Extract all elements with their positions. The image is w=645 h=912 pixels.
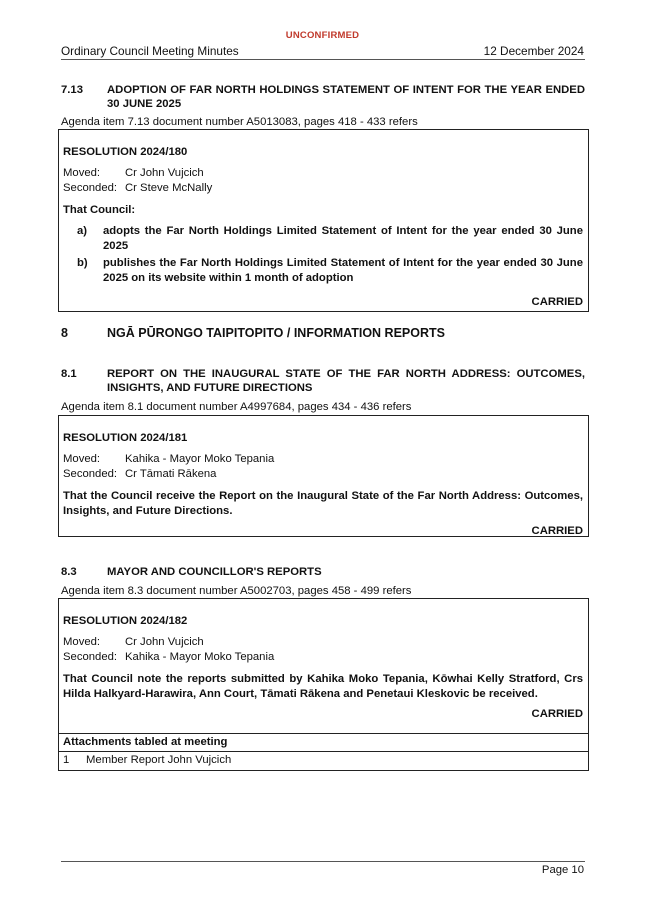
resolution-title: RESOLUTION 2024/181 — [63, 432, 188, 444]
clause-b — [63, 256, 583, 286]
clause-text: publishes the Far North Holdings Limited Statement of Intent for the year ended 30 June 2025 on its website within 1 month of adoption — [103, 256, 583, 284]
item-8-3-heading — [61, 565, 585, 579]
header-divider — [61, 59, 585, 60]
seconded-by: Cr Tāmati Rākena — [125, 467, 217, 480]
item-title: REPORT ON THE INAUGURAL STATE OF THE FAR NORTH ADDRESS: OUTCOMES, INSIGHTS, AND FUTURE DIRECTIONS — [107, 368, 585, 394]
agenda-reference: Agenda item 8.3 document number A5002703, pages 458 - 499 refers — [61, 585, 412, 597]
seconded-by: Kahika - Mayor Moko Tepania — [125, 650, 275, 663]
moved-by: Cr John Vujcich — [125, 167, 204, 179]
moved-by: Kahika - Mayor Moko Tepania — [125, 453, 275, 465]
carried-label: CARRIED — [531, 295, 583, 308]
seconded-label: Seconded: — [63, 650, 118, 663]
section-title: NGĀ PŪRONGO TAIPITOPITO / INFORMATION REPORTS — [107, 326, 445, 340]
item-number: 7.13 — [61, 84, 83, 96]
mover-block — [63, 635, 583, 664]
seconded-by: Cr Steve McNally — [125, 181, 213, 194]
resolution-title: RESOLUTION 2024/180 — [63, 146, 188, 158]
resolution-box-2024-181 — [58, 415, 589, 537]
page-number: Page 10 — [541, 864, 584, 876]
mover-block — [63, 452, 583, 481]
moved-by: Cr John Vujcich — [125, 636, 204, 648]
resolution-text: That the Council receive the Report on the Inaugural State of the Far North Address: Outcomes, Insights, and Future Directions. — [63, 490, 583, 517]
section-number: 8 — [61, 326, 68, 340]
moved-label: Moved: — [63, 636, 101, 648]
item-title: MAYOR AND COUNCILLOR'S REPORTS — [107, 566, 322, 578]
item-title: ADOPTION OF FAR NORTH HOLDINGS STATEMENT OF INTENT FOR THE YEAR ENDED 30 JUNE 2025 — [107, 84, 585, 110]
meeting-date: 12 December 2024 — [483, 44, 584, 58]
carried-label: CARRIED — [531, 525, 583, 537]
moved-label: Moved: — [63, 167, 101, 179]
attachments-divider — [59, 751, 588, 752]
carried-label: CARRIED — [531, 708, 583, 720]
footer-divider — [61, 861, 585, 862]
attachments-title: Attachments tabled at meeting — [63, 736, 228, 748]
attachment-text: Member Report John Vujcich — [86, 754, 232, 766]
seconded-label: Seconded: — [63, 181, 118, 194]
item-number: 8.1 — [61, 368, 77, 380]
resolution-box-2024-180 — [58, 129, 589, 312]
item-number: 8.3 — [61, 566, 77, 578]
clause-text: adopts the Far North Holdings Limited Statement of Intent for the year ended 30 June 2025 — [103, 224, 583, 252]
document-title: Ordinary Council Meeting Minutes — [61, 44, 239, 58]
attachment-item — [63, 754, 583, 770]
seconded-label: Seconded: — [63, 467, 118, 480]
item-7-13-heading — [61, 83, 585, 111]
attachments-box — [58, 734, 589, 771]
attachment-number: 1 — [63, 754, 70, 766]
clause-letter: a) — [77, 224, 88, 237]
resolution-text: That Council note the reports submitted by Kahika Moko Tepania, Kōwhai Kelly Stratford, Crs Hilda Halkyard-Harawira, Ann Court, Tāmati Rākena and Penetaui Kleskovic be received. — [63, 673, 583, 700]
item-8-1-heading — [61, 367, 585, 395]
unconfirmed-label: UNCONFIRMED — [285, 30, 360, 41]
clause-letter: b) — [77, 256, 88, 269]
moved-label: Moved: — [63, 453, 101, 465]
agenda-reference: Agenda item 8.1 document number A4997684, pages 434 - 436 refers — [61, 401, 412, 413]
clause-a — [63, 224, 583, 254]
section-8-heading — [61, 326, 585, 340]
resolution-clauses — [63, 224, 583, 286]
mover-block — [63, 166, 583, 195]
resolution-intro: That Council: — [63, 204, 136, 216]
resolution-title: RESOLUTION 2024/182 — [63, 615, 188, 627]
resolution-box-2024-182 — [58, 598, 589, 734]
agenda-reference: Agenda item 7.13 document number A5013083, pages 418 - 433 refers — [61, 116, 418, 128]
